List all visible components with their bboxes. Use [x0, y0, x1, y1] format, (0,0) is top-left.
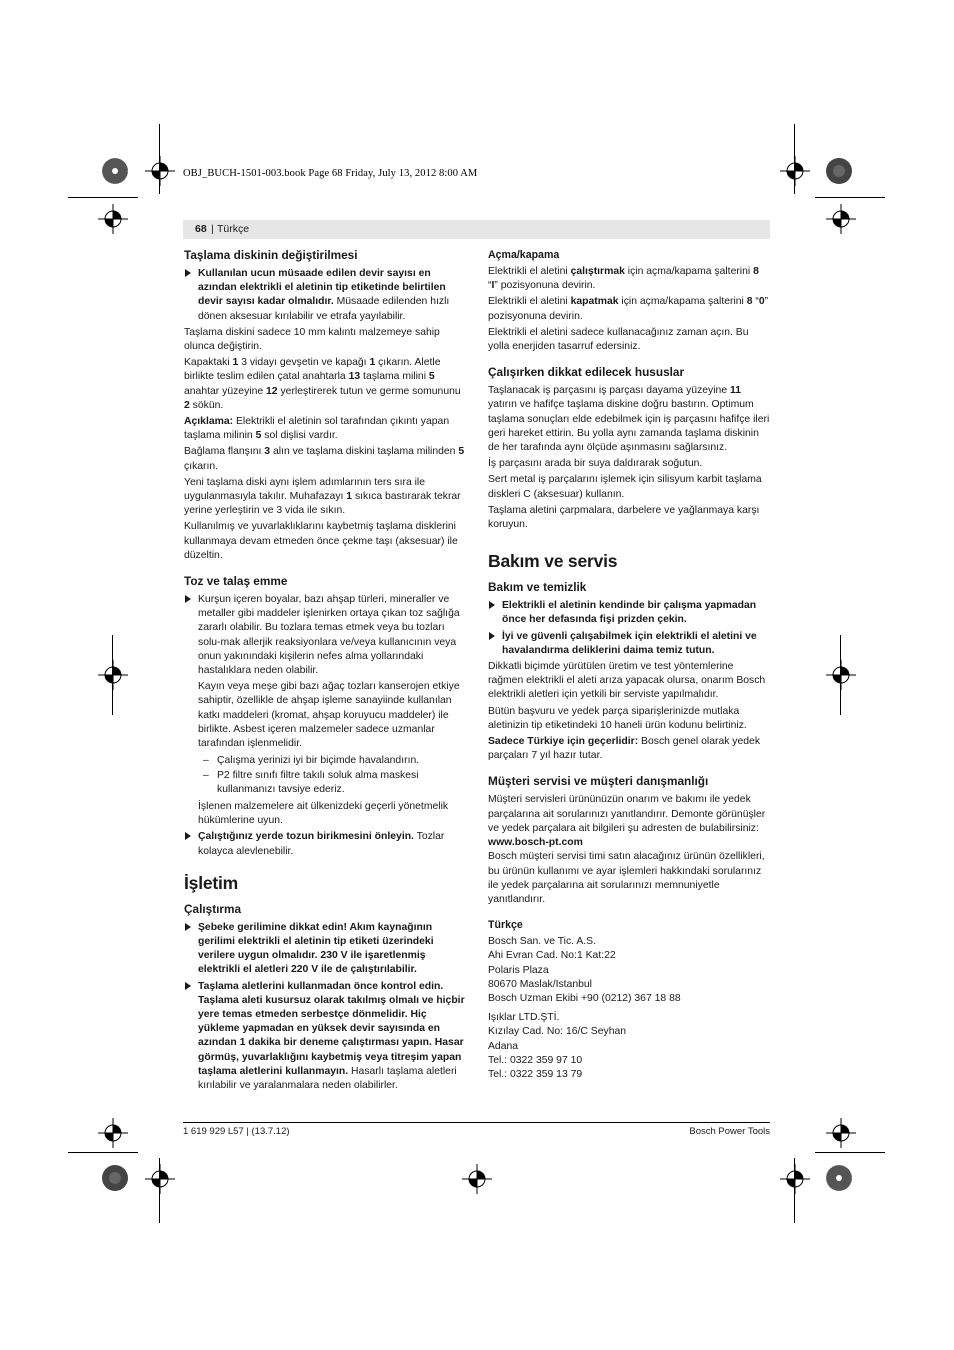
footer-brand: Bosch Power Tools: [689, 1126, 770, 1137]
crosshair-mark-bottom-right: [780, 1164, 810, 1194]
paragraph: Yeni taşlama diski aynı işlem adımlarının ters sıra ile uygulanmasıyla takılır. Muhafazayı 1 sıkıca bastırarak tekrar yerine yerleştirin ve 3 vida ile sıkın.: [184, 476, 461, 517]
address-block: [488, 935, 770, 1006]
paragraph: İşlenen malzemelere ait ülkenizdeki geçerli yönetmelik hükümlerine uyun.: [198, 800, 449, 827]
crop-line: [815, 1152, 885, 1153]
warning-bold-text: Kullanılan ucun müsaade edilen devir sayısı en azından elektrikli el aletinin tip etiketinde belirtilen devir sayısı kadar olmalıdır.: [198, 268, 446, 308]
crop-line: [794, 124, 795, 194]
bullet-arrow-icon: [185, 923, 191, 931]
header-separator: |: [211, 223, 214, 235]
crosshair-mark-left-mid: [98, 660, 128, 690]
crosshair-mark-bottom-left: [145, 1164, 175, 1194]
paragraph: Bosch müşteri servisi timi satın alacağınız ürünün özellikleri, bu ürünün kullanımı ve ayar işlemleri hakkındaki sorularınız ile yedek parçalarına ait sorularınızı memnuniyetle yanıtlandırır.: [488, 851, 765, 905]
address-block: [488, 1011, 770, 1082]
section-title-working-advice: Çalışırken dikkat edilecek hususlar: [488, 365, 685, 380]
crosshair-mark-top-left: [145, 156, 175, 186]
crosshair-mark-right-lower: [826, 1118, 856, 1148]
warning-text: Müsaade edilenden hızlı dönen aksesuar kırılabilir ve etrafa yayılabilir.: [198, 296, 450, 322]
address-line: Kızılay Cad. No: 16/C Seyhan: [488, 1026, 627, 1038]
bullet-arrow-icon: [185, 269, 191, 277]
address-line: Bosch San. ve Tic. A.S.: [488, 936, 596, 948]
crosshair-mark-bottom-center: [462, 1164, 492, 1194]
crop-line: [794, 1158, 795, 1223]
crosshair-mark-top-right: [780, 156, 810, 186]
crop-line: [815, 197, 885, 198]
address-line: Işıklar LTD.ŞTİ.: [488, 1012, 560, 1024]
paragraph: Kapaktaki 1 3 vidayı gevşetin ve kapağı 1 çıkarın. Aletle birlikte teslim edilen çatal anahtarla 13 taşlama milini 5 anahtar yüzeyine 12 yerleştirerek tutun ve germe somununu 2 sökün.: [184, 357, 461, 411]
bullet-arrow-icon: [185, 982, 191, 990]
address-line: Tel.: 0322 359 13 79: [488, 1068, 583, 1080]
paragraph: Elektrikli el aletini çalıştırmak için açma/kapama şalterini 8 “I” pozisyonuna devirin.: [488, 266, 759, 292]
section-title-disc-change: Taşlama diskinin değiştirilmesi: [184, 248, 358, 262]
paragraph: Bütün başvuru ve yedek parça siparişlerinizde mutlaka aletinizin tip etiketindeki 10 haneli ürün kodunu belirtiniz.: [488, 705, 747, 731]
address-line: Adana: [488, 1040, 519, 1052]
page-header: [183, 220, 770, 239]
registration-mark-bottom-right-disc: [825, 1164, 853, 1192]
paragraph: Sadece Türkiye için geçerlidir: Bosch genel olarak yedek parçaları 7 yıl hazır tutar.: [488, 736, 761, 762]
print-slug-line: OBJ_BUCH-1501-003.book Page 68 Friday, July 13, 2012 8:00 AM: [183, 168, 478, 179]
crosshair-mark-right-mid: [826, 660, 856, 690]
paragraph: İş parçasını arada bir suya daldırarak soğutun.: [488, 458, 703, 470]
section-title-switch: Açma/kapama: [488, 249, 560, 261]
bullet-arrow-icon: [185, 595, 191, 603]
bullet-arrow-icon: [185, 832, 191, 840]
crosshair-mark-right-upper: [826, 204, 856, 234]
warning-text: Kurşun içeren boyalar, bazı ahşap türleri, mineraller ve metaller gibi maddeler işlenirken ortaya çıkan toz sağlığa zararlı olabilir. Bu tozlara temas etmek veya bu tozları solu-mak allerjik reaksiyonlara ve/veya kullanıcının veya onun yakınındaki kişilerin nefes alma yollarındaki hastalıklara neden olabilir.: [198, 594, 460, 677]
paragraph: Taşlanacak iş parçasını iş parçası dayama yüzeyine 11 yatırın ve hafifçe taşlama diskine doğru bastırın. Optimum taşlama sonuçları elde edebilmek için iş parçasını hafifçe ileri geri hareket ettirin. Bu yolla aynı zamanda taşlama diskinin de her tarafında aynı ölçüde aşınmasını sağlarsınız.: [488, 385, 770, 454]
paragraph: Müşteri servisleri ürününüzün onarım ve bakımı ile yedek parçalarına ait sorularınızı yanıtlandırır. Demonte görünüşler ve yedek parçalara ait bilgileri şu adresten de bulabilirsiniz:: [488, 794, 766, 834]
paragraph: Taşlama diskini sadece 10 mm kalıntı malzemeye sahip olunca değiştirin.: [184, 326, 440, 353]
crosshair-mark-left-upper: [98, 204, 128, 234]
chapter-title-operation: İşletim: [184, 872, 239, 893]
registration-mark-top-left-disc: [101, 157, 129, 185]
footer-rule: [183, 1122, 770, 1123]
left-column: [184, 248, 466, 1095]
list-item: – P2 filtre sınıfı filtre takılı soluk alma maskesi kullanmanızı tavsiye ederiz.: [203, 769, 419, 795]
registration-mark-bottom-left-disc: [101, 1164, 129, 1192]
address-line: Bosch Uzman Ekibi +90 (0212) 367 18 88: [488, 992, 681, 1004]
warning-bullet: Çalıştığınız yerde tozun birikmesini önleyin. Tozlar kolayca alevlenebilir.: [184, 830, 466, 858]
paragraph: Bağlama flanşını 3 alın ve taşlama diskini taşlama milinden 5 çıkarın.: [184, 446, 465, 472]
address-line: Tel.: 0322 359 97 10: [488, 1054, 583, 1066]
paragraph: Sert metal iş parçalarını işlemek için silisyum karbit taşlama diskleri C (aksesuar) kullanın.: [488, 474, 762, 500]
section-title-dust: Toz ve talaş emme: [184, 574, 288, 589]
bullet-arrow-icon: [489, 601, 495, 609]
crop-line: [159, 1158, 160, 1223]
paragraph: Dikkatli biçimde yürütülen üretim ve test yöntemlerine rağmen elektrikli el aleti arıza yapacak olursa, onarım Bosch elektrikli aletleri için yetkili bir serviste yapılmalıdır.: [488, 661, 766, 701]
registration-mark-top-right-disc: [825, 157, 853, 185]
bullet-arrow-icon: [489, 632, 495, 640]
paragraph: Elektrikli el aletini kapatmak için açma/kapama şalterini 8 “0” pozisyonuna devirin.: [488, 296, 769, 322]
warning-bullet: Taşlama aletlerini kullanmadan önce kontrol edin. Taşlama aleti kusursuz olarak takılmış olmalı ve hiçbir yere temas etmeden serbestçe dönmelidir. Hiç yükleme yapmadan en yüksek devir sayısında en azından 1 dakika bir deneme çalıştırması yapın. Hasar görmüş, yuvarlaklığını kaybetmiş veya titreşim yapan taşlama aletlerini kullanmayın. Hasarlı taşlama aletleri kırılabilir ve yaralanmalara neden olabilirler.: [184, 980, 466, 1094]
note-paragraph: Açıklama: Elektrikli el aletinin sol tarafından çıkıntı yapan taşlama milinin 5 sol dişlisi vardır.: [184, 416, 450, 442]
footer-doc-number: 1 619 929 L57 | (13.7.12): [183, 1126, 290, 1137]
warning-bullet: Şebeke gerilimine dikkat edin! Akım kaynağının gerilimi elektrikli el aletinin tip etiketi üzerindeki verilere uygun olmalıdır. 230 V ile işaretlenmiş elektrikli el aletleri 220 V ile de çalıştırılabilir.: [184, 921, 466, 978]
warning-bullet: Elektrikli el aletinin kendinde bir çalışma yapmadan önce her defasında fişi prizden çekin.: [488, 599, 770, 627]
warning-bullet: İyi ve güvenli çalışabilmek için elektrikli el aletini ve havalandırma deliklerini daima temiz tutun.: [488, 630, 770, 658]
page-number: 68: [195, 223, 207, 235]
crop-line: [840, 635, 841, 715]
address-line: 80670 Maslak/Istanbul: [488, 978, 592, 990]
address-line: Polaris Plaza: [488, 964, 549, 976]
header-language: Türkçe: [217, 223, 250, 235]
warning-bullet: [184, 267, 466, 324]
paragraph: Kullanılmış ve yuvarlaklıklarını kaybetmiş taşlama disklerini kullanmaya devam etmeden önce çekme taşı (aksesuar) ile düzeltin.: [184, 521, 458, 561]
crop-line: [68, 1152, 138, 1153]
right-column: [488, 248, 770, 1082]
section-title-startup: Çalıştırma: [184, 901, 242, 916]
warning-bullet: [184, 593, 466, 678]
country-label: Türkçe: [488, 919, 523, 932]
paragraph: Elektrikli el aletini sadece kullanacağınız zaman açın. Bu yolla enerjiden tasarruf edersiniz.: [488, 326, 749, 353]
website-link[interactable]: www.bosch-pt.com: [488, 837, 583, 849]
paragraph: Taşlama aletini çarpmalara, darbelere ve yağlanmaya karşı koruyun.: [488, 504, 760, 531]
section-title-customer-service: Müşteri servisi ve müşteri danışmanlığı: [488, 774, 709, 789]
paragraph: Kayın veya meşe gibi bazı ağaç tozları kanserojen etkiye sahiptir, özellikle de ahşap işleme sanayiinde kullanılan katkı maddeleri (kromat, ahşap koruyucu maddeler) ile birlikte. Asbest içeren malzemeler sadece uzmanlar tarafından işlenmelidir.: [198, 681, 460, 750]
list-item: – Çalışma yerinizi iyi bir biçimde havalandırın.: [203, 755, 420, 767]
chapter-title-service: Bakım ve servis: [488, 551, 618, 572]
crop-line: [68, 197, 138, 198]
crop-line: [112, 635, 113, 715]
crop-line: [159, 124, 160, 194]
address-line: Ahi Evran Cad. No:1 Kat:22: [488, 950, 616, 962]
section-title-maintenance: Bakım ve temizlik: [488, 580, 587, 595]
crosshair-mark-left-lower: [98, 1118, 128, 1148]
